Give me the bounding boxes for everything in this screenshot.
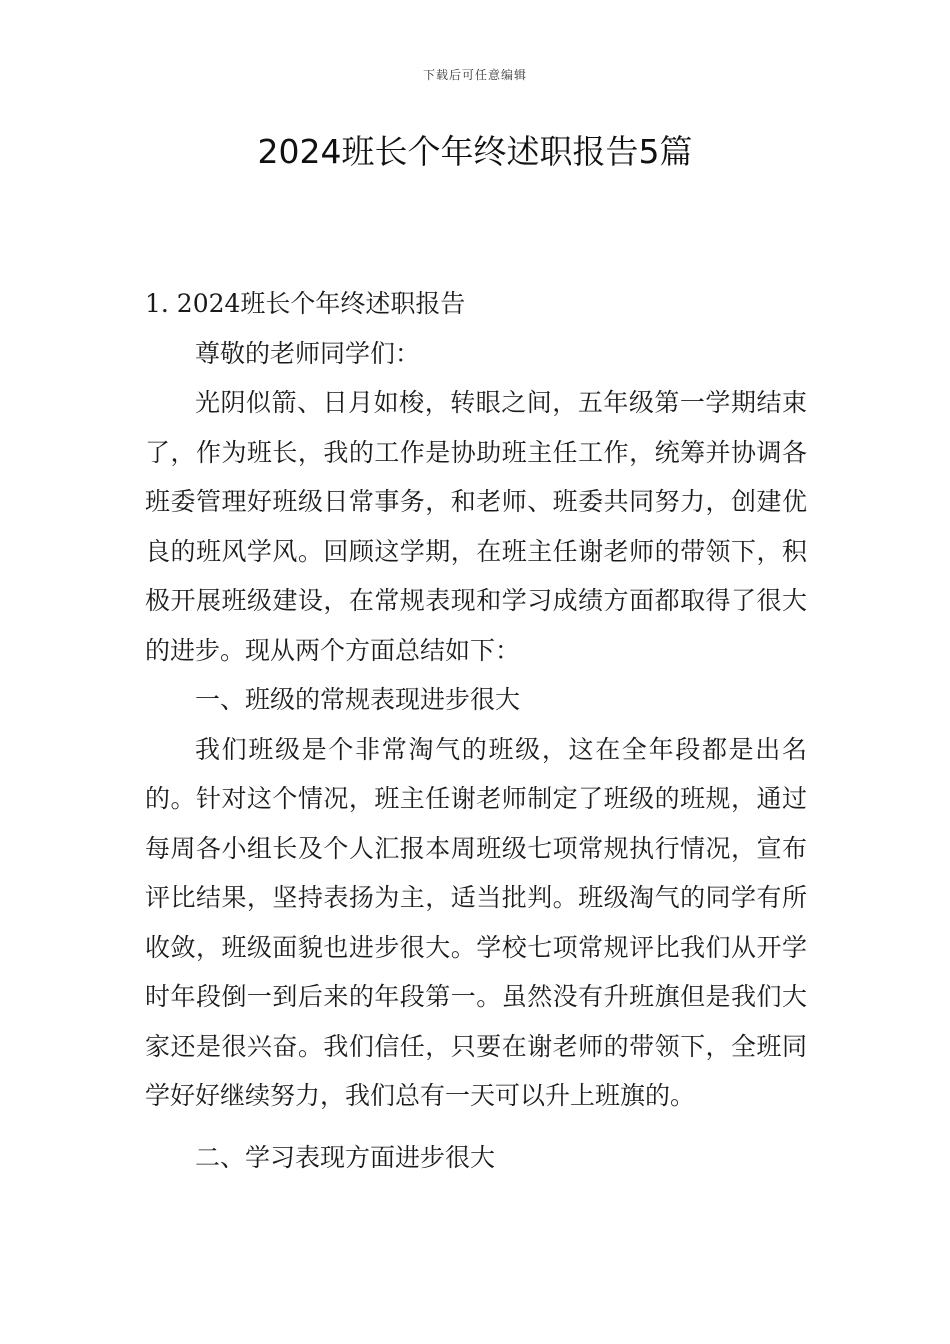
salutation: 尊敬的老师同学们： <box>195 338 421 368</box>
paragraph-routine: 我们班级是个非常淘气的班级，这在全年段都是出名的。针对这个情况，班主任谢老师制定了班级的班规，通过每周各小组长及个人汇报本周班级七项常规执行情况，宣布评比结果，坚持表扬为主，适当批判。班级淘气的同学有所收敛，班级面貌也进步很大。学校七项常规评比我们从开学时年段倒一到后来的年段第一。虽然没有升班旗但是我们大家还是很兴奋。我们信任，只要在谢老师的带领下，全班同学好好继续努力，我们总有一天可以升上班旗的。 <box>145 734 807 1110</box>
subheading-routine: 一、班级的常规表现进步很大 <box>195 685 521 714</box>
subheading-study: 二、学习表现方面进步很大 <box>195 1142 496 1172</box>
paragraph-intro: 光阴似箭、日月如梭，转眼之间，五年级第一学期结束了，作为班长，我的工作是协助班主任工作，统筹并协调各班委管理好班级日常事务，和老师、班委共同努力，创建优良的班风学风。回顾这学期，在班主任谢老师的带领下，积极开展班级建设，在常规表现和学习成绩方面都取得了很大的进步。现从两个方面总结如下： <box>145 388 807 665</box>
header-note: 下载后可任意编辑 <box>422 68 527 82</box>
document-title: 2024班长个年终述职报告5篇 <box>257 132 693 171</box>
section-heading: 1. 2024班长个年终述职报告 <box>145 289 466 318</box>
document-body <box>145 279 807 1182</box>
